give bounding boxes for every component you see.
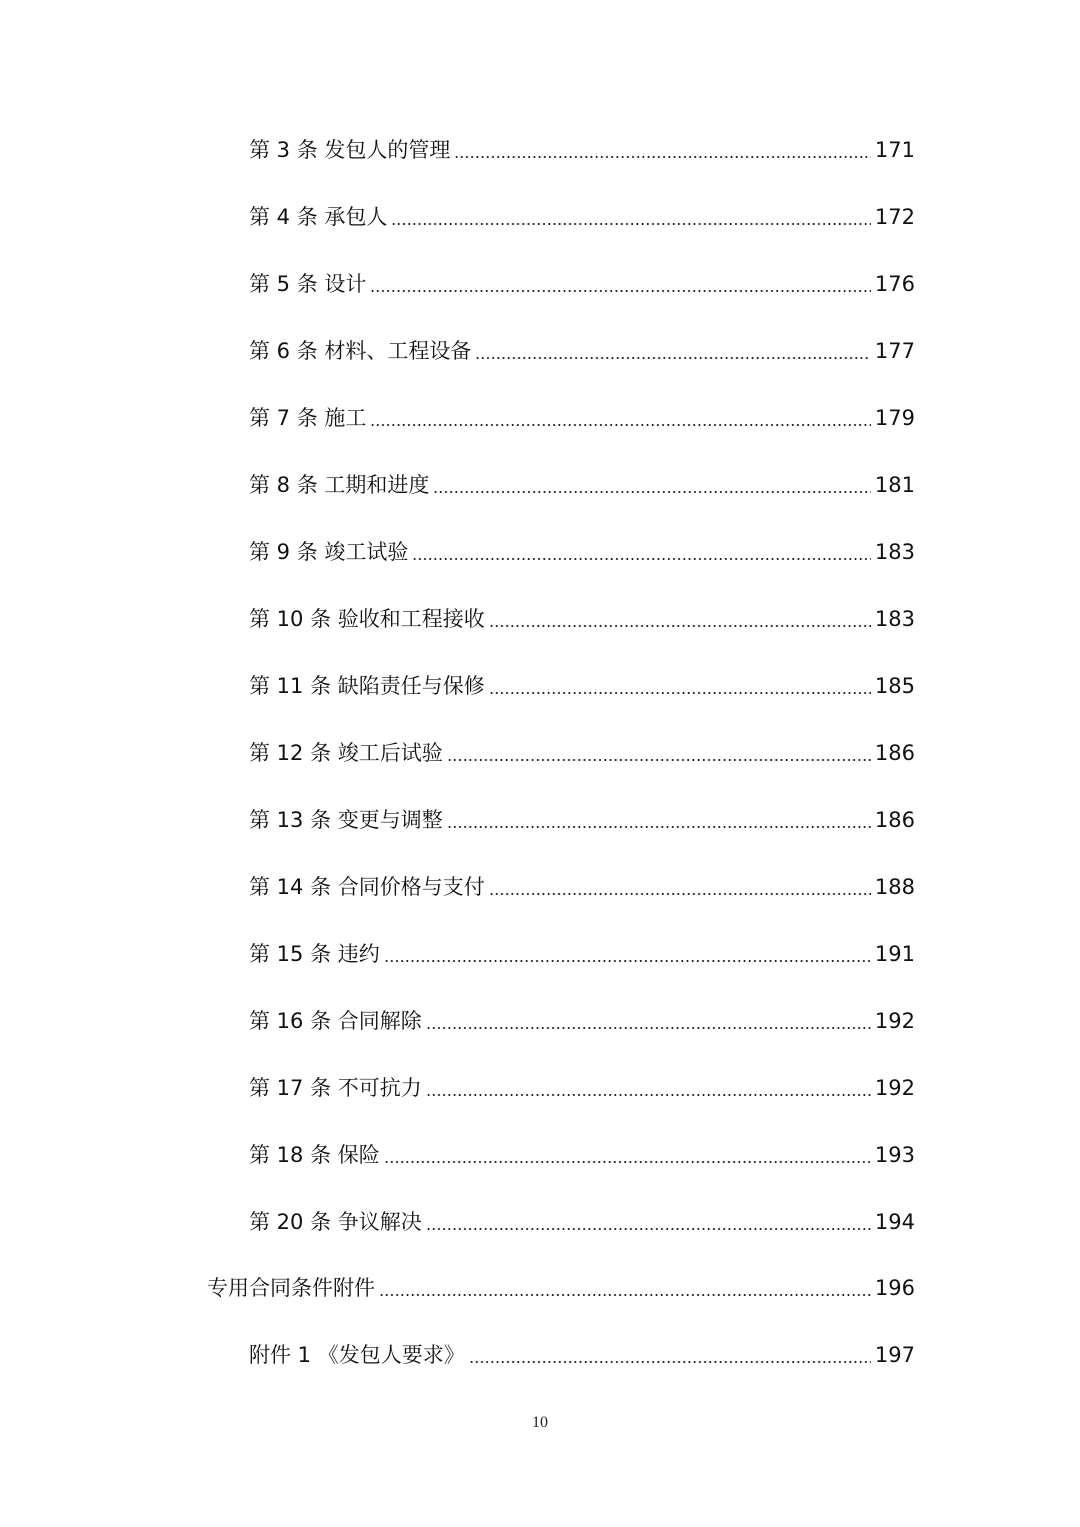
- dot-leader: [370, 290, 871, 292]
- toc-entry-page: 181: [874, 473, 915, 497]
- toc-entry-page: 179: [874, 406, 915, 430]
- toc-entry-page: 185: [874, 674, 915, 698]
- toc-entry-label: 第 3 条 发包人的管理: [249, 138, 451, 162]
- toc-entry-page: 186: [874, 741, 915, 765]
- toc-entry[interactable]: [249, 738, 915, 768]
- dot-leader: [426, 1094, 871, 1096]
- toc-entry-page: 171: [874, 138, 915, 162]
- toc-entry[interactable]: [249, 470, 915, 500]
- toc-entry[interactable]: [249, 671, 915, 701]
- dot-leader: [489, 893, 871, 895]
- dot-leader: [489, 625, 871, 627]
- dot-leader: [412, 558, 871, 560]
- toc-entry-label: 第 15 条 违约: [249, 942, 380, 966]
- dot-leader: [426, 1228, 871, 1230]
- toc-entry-page: 186: [874, 808, 915, 832]
- toc-entry[interactable]: [249, 403, 915, 433]
- toc-entry[interactable]: [249, 202, 915, 232]
- toc-entry[interactable]: [249, 1073, 915, 1103]
- dot-leader: [379, 1294, 871, 1296]
- dot-leader: [489, 692, 871, 694]
- toc-entry-page: 194: [874, 1210, 915, 1234]
- toc-entry-label: 第 4 条 承包人: [249, 205, 388, 229]
- toc-entry[interactable]: [249, 939, 915, 969]
- toc-entry-label: 第 16 条 合同解除: [249, 1009, 422, 1033]
- toc-entry-section[interactable]: [207, 1273, 915, 1303]
- toc-entry[interactable]: [249, 269, 915, 299]
- dot-leader: [475, 357, 871, 359]
- toc-entry-page: 188: [874, 875, 915, 899]
- toc-entry-page: 177: [874, 339, 915, 363]
- toc-entry[interactable]: [249, 604, 915, 634]
- toc-entry-page: 193: [874, 1143, 915, 1167]
- toc-entry-label: 第 12 条 竣工后试验: [249, 741, 443, 765]
- toc-entry-label: 专用合同条件附件: [207, 1276, 375, 1300]
- toc-entry-label: 第 7 条 施工: [249, 406, 367, 430]
- toc-entry-page: 183: [874, 540, 915, 564]
- toc-entry-label: 第 11 条 缺陷责任与保修: [249, 674, 485, 698]
- toc-entry[interactable]: [249, 1006, 915, 1036]
- dot-leader: [384, 960, 871, 962]
- toc-entry-label: 第 14 条 合同价格与支付: [249, 875, 485, 899]
- toc-entry-label: 第 6 条 材料、工程设备: [249, 339, 472, 363]
- toc-entry[interactable]: [249, 805, 915, 835]
- toc-entry-page: 196: [874, 1276, 915, 1300]
- toc-entry-label: 第 18 条 保险: [249, 1143, 380, 1167]
- toc-entry-page: 183: [874, 607, 915, 631]
- toc-entry-page: 176: [874, 272, 915, 296]
- toc-entry[interactable]: [249, 872, 915, 902]
- toc-entry-label: 第 10 条 验收和工程接收: [249, 607, 485, 631]
- dot-leader: [426, 1027, 871, 1029]
- toc-entry-label: 第 5 条 设计: [249, 272, 367, 296]
- toc-entry-page: 192: [874, 1009, 915, 1033]
- dot-leader: [384, 1161, 871, 1163]
- dot-leader: [370, 424, 871, 426]
- dot-leader: [391, 223, 871, 225]
- toc-entry-page: 172: [874, 205, 915, 229]
- page-number: 10: [532, 1414, 548, 1431]
- dot-leader: [454, 156, 871, 158]
- toc-entry[interactable]: [249, 1340, 915, 1370]
- dot-leader: [447, 826, 871, 828]
- dot-leader: [447, 759, 871, 761]
- toc-entry-label: 第 20 条 争议解决: [249, 1210, 422, 1234]
- toc-entry-page: 197: [874, 1343, 915, 1367]
- toc-entry-label: 第 9 条 竣工试验: [249, 540, 409, 564]
- toc-entry-label: 第 17 条 不可抗力: [249, 1076, 422, 1100]
- dot-leader: [469, 1361, 871, 1363]
- toc-entry-label: 附件 1 《发包人要求》: [249, 1343, 465, 1367]
- toc-entry-page: 191: [874, 942, 915, 966]
- toc-entry-page: 192: [874, 1076, 915, 1100]
- toc-entry[interactable]: [249, 537, 915, 567]
- toc-entry[interactable]: [249, 1207, 915, 1237]
- toc-entry[interactable]: [249, 336, 915, 366]
- dot-leader: [433, 491, 871, 493]
- toc-entry[interactable]: [249, 1140, 915, 1170]
- toc-entry-label: 第 13 条 变更与调整: [249, 808, 443, 832]
- toc-entry[interactable]: [249, 135, 915, 165]
- toc-entry-label: 第 8 条 工期和进度: [249, 473, 430, 497]
